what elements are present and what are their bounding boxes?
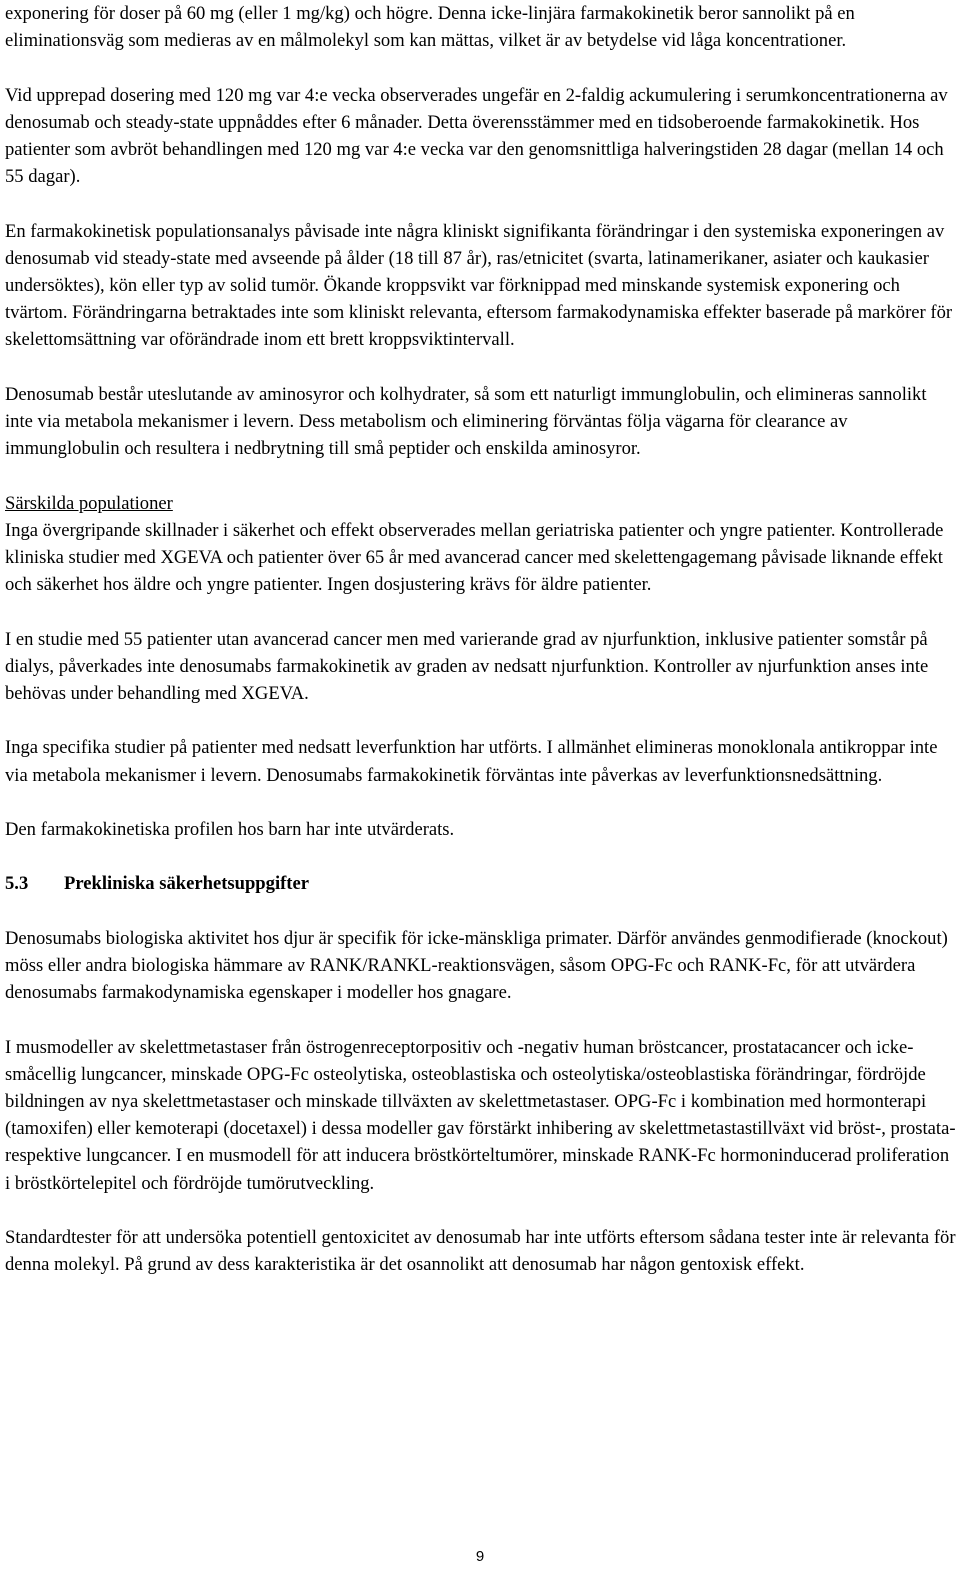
paragraph-metabolism: Denosumab består uteslutande av aminosyror och kolhydrater, så som ett naturligt immunglobulin, och elimineras sannolikt inte via metabola mekanismer i levern. Dess metabolism och eliminering förväntas följa vägarna för clearance av immunglobulin och resultera i nedbrytning till små peptider och enskilda aminosyror.: [5, 383, 927, 460]
paragraph-mouse-models: I musmodeller av skelettmetastaser från östrogenreceptorpositiv och -negativ human bröstcancer, prostatacancer och icke-småcellig lungcancer, minskade OPG-Fc osteolytiska, osteoblastiska och osteolytiska/osteoblastiska förändringar, fördröjde bildningen av nya skelettmetastaser och minskade tillväxten av skelettmetastaser. OPG-Fc i kombination med hormonterapi (tamoxifen) eller kemoterapi (docetaxel) i dessa modeller gav förstärkt inhibering av skelettmetastastillväxt vid bröst-, prostata- respektive lungcancer. I en musmodell för att inducera bröstkörteltumörer, minskade RANK-Fc hormoninducerad proliferation i bröstkörtelepitel och fördröjde tumörutveckling.: [5, 1036, 956, 1194]
subheading-special-populations: Särskilda populationer: [5, 492, 173, 514]
paragraph-hepatic: Inga specifika studier på patienter med nedsatt leverfunktion har utförts. I allmänhet elimineras monoklonala antikroppar inte via metabola mekanismer i levern. Denosumabs farmakokinetik förväntas inte påverkas av leverfunktionsnedsättning.: [5, 737, 938, 786]
paragraph-genotoxicity: Standardtester för att undersöka potentiell gentoxicitet av denosumab har inte utförts eftersom sådana tester inte är relevanta för denna molekyl. På grund av dess karakteristika är det osannolikt att denosumab har någon gentoxisk effekt.: [5, 1226, 956, 1276]
section-title: Prekliniska säkerhetsuppgifter: [64, 873, 310, 895]
paragraph-repeated-dosing: Vid upprepad dosering med 120 mg var 4:e vecka observerades ungefär en 2-faldig ackumulering i serumkoncentrationerna av denosumab och steady-state uppnåddes efter 6 månader. Detta överensstämmer med en tidsoberoende farmakokinetik. Hos patienter som avbröt behandlingen med 120 mg var 4:e vecka var den genomsnittliga halveringstiden 28 dagar (mellan 14 och 55 dagar).: [5, 84, 948, 188]
section-number: 5.3: [5, 873, 29, 895]
document-page: [5, 0, 957, 1278]
paragraph-biological-activity: Denosumabs biologiska aktivitet hos djur är specifik för icke-mänskliga primater. Därför användes genmodifierade (knockout) möss eller andra biologiska hämmare av RANK/RANKL-reaktionsvägen, såsom OPG-Fc och RANK-Fc, för att utvärdera denosumabs farmakodynamiska egenskaper i modeller hos gnagare.: [5, 927, 948, 1004]
paragraph-children: Den farmakokinetiska profilen hos barn har inte utvärderats.: [5, 818, 455, 840]
paragraph-population-analysis: En farmakokinetisk populationsanalys påvisade inte några kliniskt signifikanta förändringar i den systemiska exponeringen av denosumab vid steady-state med avseende på ålder (18 till 87 år), ras/etnicitet (svarta, latinamerikaner, asiater och kaukasier undersöktes), kön eller typ av solid tumör. Ökande kroppsvikt var förknippad med minskande systemisk exponering och tvärtom. Förändringarna betraktades inte som kliniskt relevanta, eftersom farmakodynamiska effekter baserade på markörer för skelettomsättning var oförändrade inom ett brett kroppsviktintervall.: [5, 220, 953, 351]
paragraph-renal: I en studie med 55 patienter utan avancerad cancer men med varierande grad av njurfunktion, inklusive patienter somstår på dialys, påverkades inte denosumabs farmakokinetik av graden av nedsatt njurfunktion. Kontroller av njurfunktion anses inte behövas under behandling med XGEVA.: [5, 628, 929, 704]
paragraph-elderly: Inga övergripande skillnader i säkerhet och effekt observerades mellan geriatriska patienter och yngre patienter. Kontrollerade kliniska studier med XGEVA och patienter över 65 år med avancerad cancer med skelettengagemang påvisade liknande effekt och säkerhet hos äldre och yngre patienter. Ingen dosjustering krävs för äldre patienter.: [5, 519, 944, 596]
paragraph-nonlinear-pk: exponering för doser på 60 mg (eller 1 mg/kg) och högre. Denna icke-linjära farmakokinetik beror sannolikt på en eliminationsväg som medieras av en målmolekyl som kan mättas, vilket är av betydelse vid låga koncentrationer.: [5, 3, 855, 52]
section-heading: [5, 870, 957, 897]
page-number: 9: [475, 1548, 485, 1565]
